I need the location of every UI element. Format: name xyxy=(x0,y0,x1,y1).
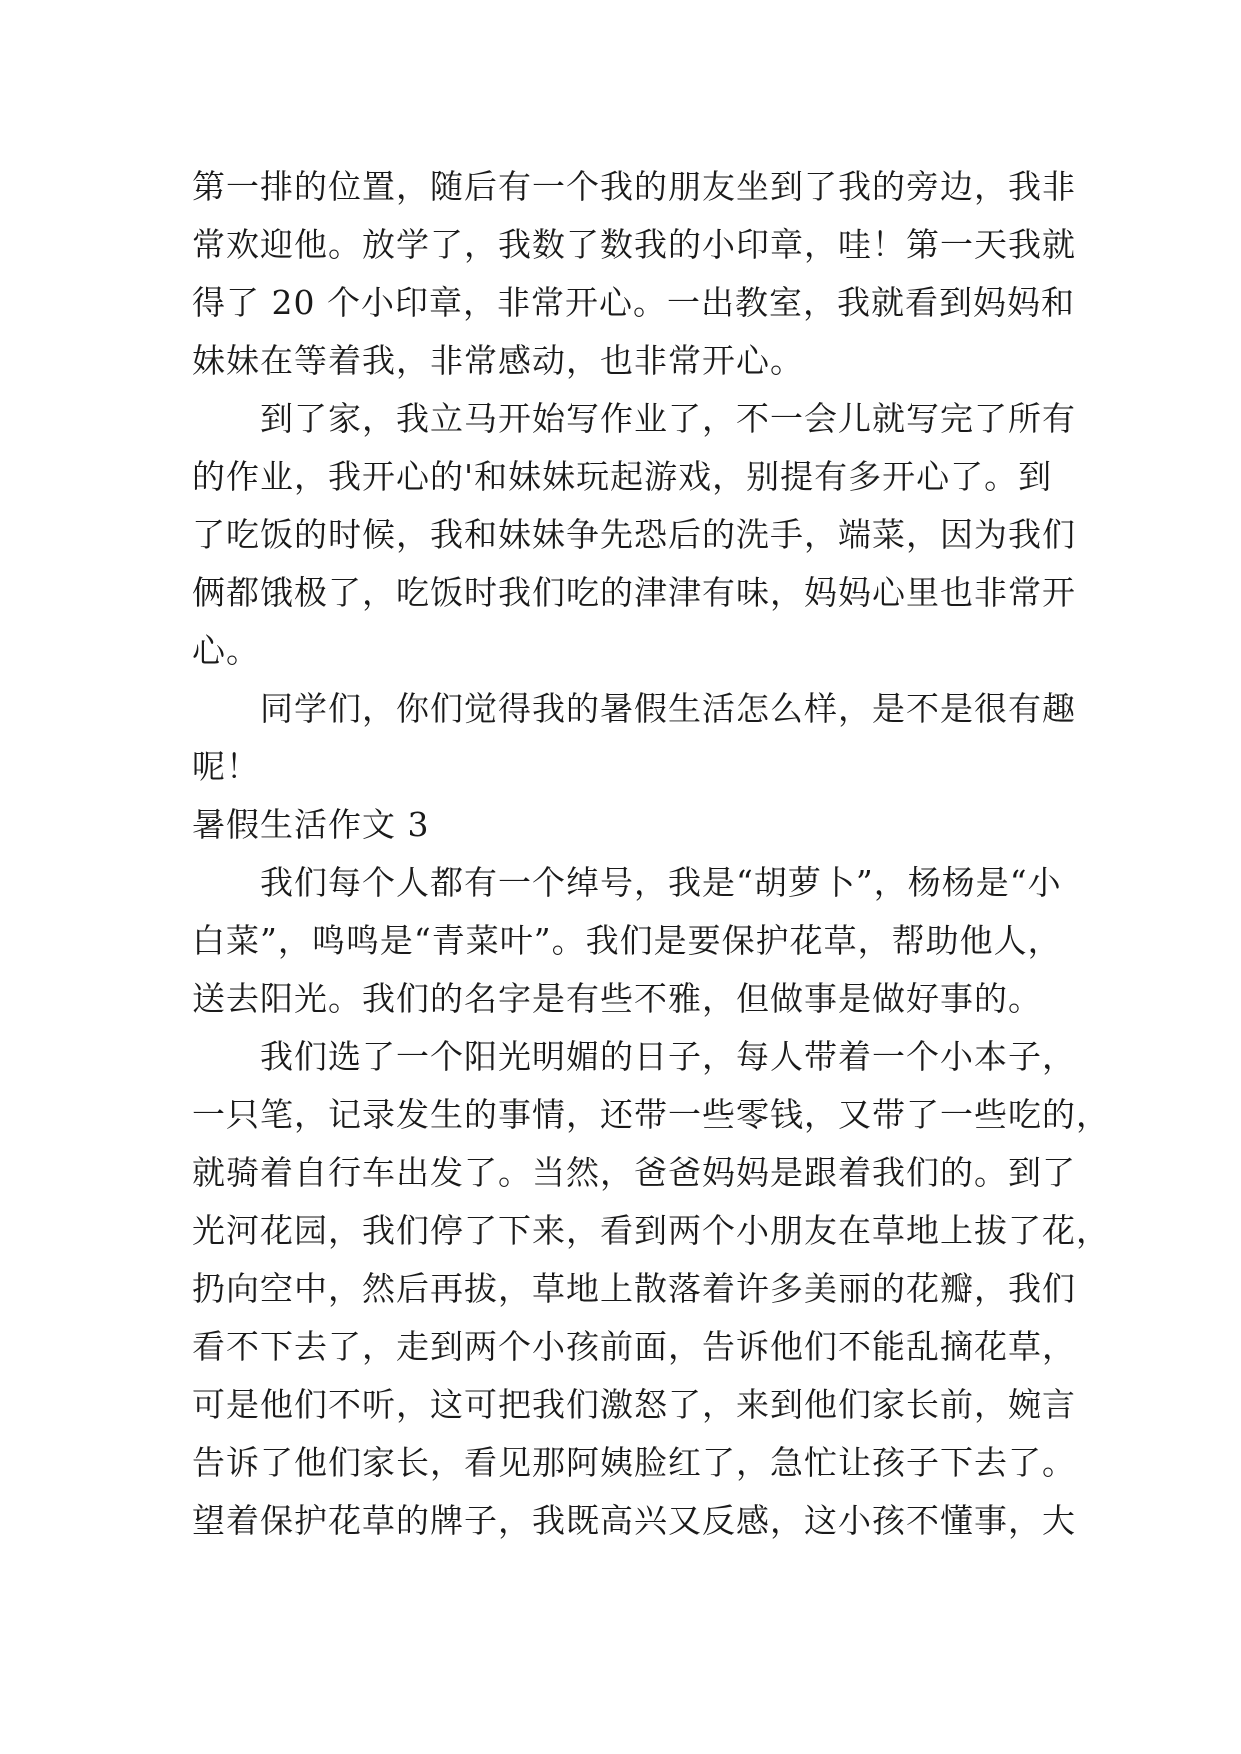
text-line: 第一排的位置，随后有一个我的朋友坐到了我的旁边，我非 xyxy=(192,167,1076,206)
section-heading: 暑假生活作文 3 xyxy=(192,805,430,844)
text-line: 送去阳光。我们的名字是有些不雅，但做事是做好事的。 xyxy=(192,979,1042,1018)
text-line: 可是他们不听，这可把我们激怒了，来到他们家长前，婉言 xyxy=(192,1385,1076,1424)
text-line: 得了 20 个小印章，非常开心。一出教室，我就看到妈妈和 xyxy=(192,283,1075,322)
text-line: 同学们，你们觉得我的暑假生活怎么样，是不是很有趣 xyxy=(192,689,1076,728)
text-line: 望着保护花草的牌子，我既高兴又反感，这小孩不懂事，大 xyxy=(192,1501,1076,1540)
text-line: 光河花园，我们停了下来，看到两个小朋友在草地上拔了花， xyxy=(192,1211,1110,1250)
text-line: 就骑着自行车出发了。当然，爸爸妈妈是跟着我们的。到了 xyxy=(192,1153,1076,1192)
text-line: 常欢迎他。放学了，我数了数我的小印章，哇！第一天我就 xyxy=(192,225,1076,264)
text-line: 妹妹在等着我，非常感动，也非常开心。 xyxy=(192,341,804,380)
text-line: 心。 xyxy=(192,631,260,670)
text-line: 的作业，我开心的'和妹妹玩起游戏，别提有多开心了。到 xyxy=(192,457,1053,496)
text-line: 告诉了他们家长，看见那阿姨脸红了，急忙让孩子下去了。 xyxy=(192,1443,1076,1482)
text-line: 看不下去了，走到两个小孩前面，告诉他们不能乱摘花草， xyxy=(192,1327,1076,1366)
text-line: 了吃饭的时候，我和妹妹争先恐后的洗手，端菜，因为我们 xyxy=(192,515,1076,554)
text-line: 我们选了一个阳光明媚的日子，每人带着一个小本子， xyxy=(192,1037,1076,1076)
text-line: 到了家，我立马开始写作业了，不一会儿就写完了所有 xyxy=(192,399,1076,438)
text-line: 呢！ xyxy=(192,747,260,786)
text-line: 白菜”，鸣鸣是“青菜叶”。我们是要保护花草，帮助他人， xyxy=(192,921,1062,960)
text-line: 俩都饿极了，吃饭时我们吃的津津有味，妈妈心里也非常开 xyxy=(192,573,1076,612)
document-body xyxy=(192,158,1110,1550)
text-line: 一只笔，记录发生的事情，还带一些零钱，又带了一些吃的， xyxy=(192,1095,1110,1134)
text-line: 扔向空中，然后再拔，草地上散落着许多美丽的花瓣，我们 xyxy=(192,1269,1076,1308)
text-line: 我们每个人都有一个绰号，我是“胡萝卜”，杨杨是“小 xyxy=(192,863,1062,902)
